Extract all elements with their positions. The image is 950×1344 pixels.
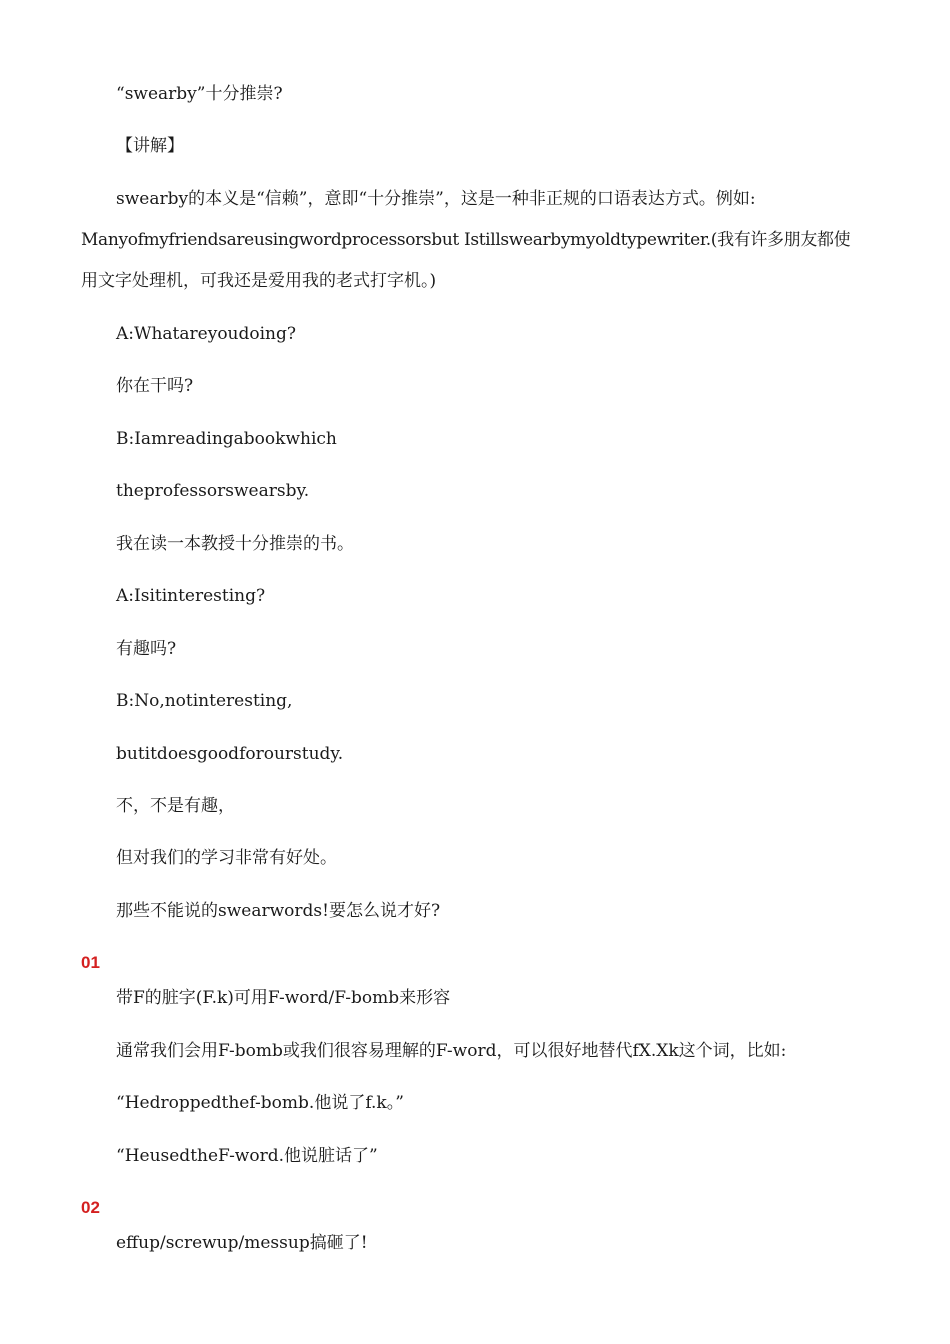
paragraph-line: swearby的本义是“信赖”，意即“十分推崇”，这是一种非正规的口语表达方式。例如: xyxy=(116,189,756,209)
section-number-02: 02 xyxy=(81,1198,100,1217)
section-heading: 那些不能说的swearwords!要怎么说才好? xyxy=(116,901,441,921)
dialogue-line: B:Iamreadingabookwhich xyxy=(116,429,337,449)
dialogue-line: 不，不是有趣， xyxy=(116,796,235,816)
dialogue-line: A:Isitinteresting? xyxy=(116,586,266,606)
example-line: “HeusedtheF-word.他说脏话了” xyxy=(116,1146,378,1166)
example-line: “Hedroppedthef-bomb.他说了f.k。” xyxy=(116,1093,404,1113)
dialogue-line: 我在读一本教授十分推崇的书。 xyxy=(116,534,354,554)
dialogue-line: theprofessorswearsby. xyxy=(116,481,310,501)
dialogue-line: butitdoesgoodforourstudy. xyxy=(116,744,344,764)
paragraph-line: 带F的脏字(F.k)可用F-word/F-bomb来形容 xyxy=(116,988,451,1008)
dialogue-line: A:Whatareyoudoing? xyxy=(116,324,297,344)
paragraph-line: effup/screwup/messup搞砸了! xyxy=(116,1233,368,1253)
section-number-01: 01 xyxy=(81,953,100,972)
paragraph-line: 通常我们会用F-bomb或我们很容易理解的F-word，可以很好地替代fX.Xk这个词，比如: xyxy=(116,1041,787,1061)
section-label-explanation: 【讲解】 xyxy=(116,136,184,156)
paragraph-line: Manyofmyfriendsareusingwordprocessorsbut Istillswearbymyoldtypewriter.(我有许多朋友都使 xyxy=(81,230,851,250)
heading-swearby-question: “swearby”十分推崇? xyxy=(116,84,283,104)
paragraph-line: 用文字处理机，可我还是爱用我的老式打字机。) xyxy=(81,271,437,291)
dialogue-line: 但对我们的学习非常有好处。 xyxy=(116,848,337,868)
dialogue-line: B:No,notinteresting, xyxy=(116,691,293,711)
dialogue-line: 有趣吗? xyxy=(116,639,177,659)
dialogue-line: 你在干吗? xyxy=(116,376,194,396)
